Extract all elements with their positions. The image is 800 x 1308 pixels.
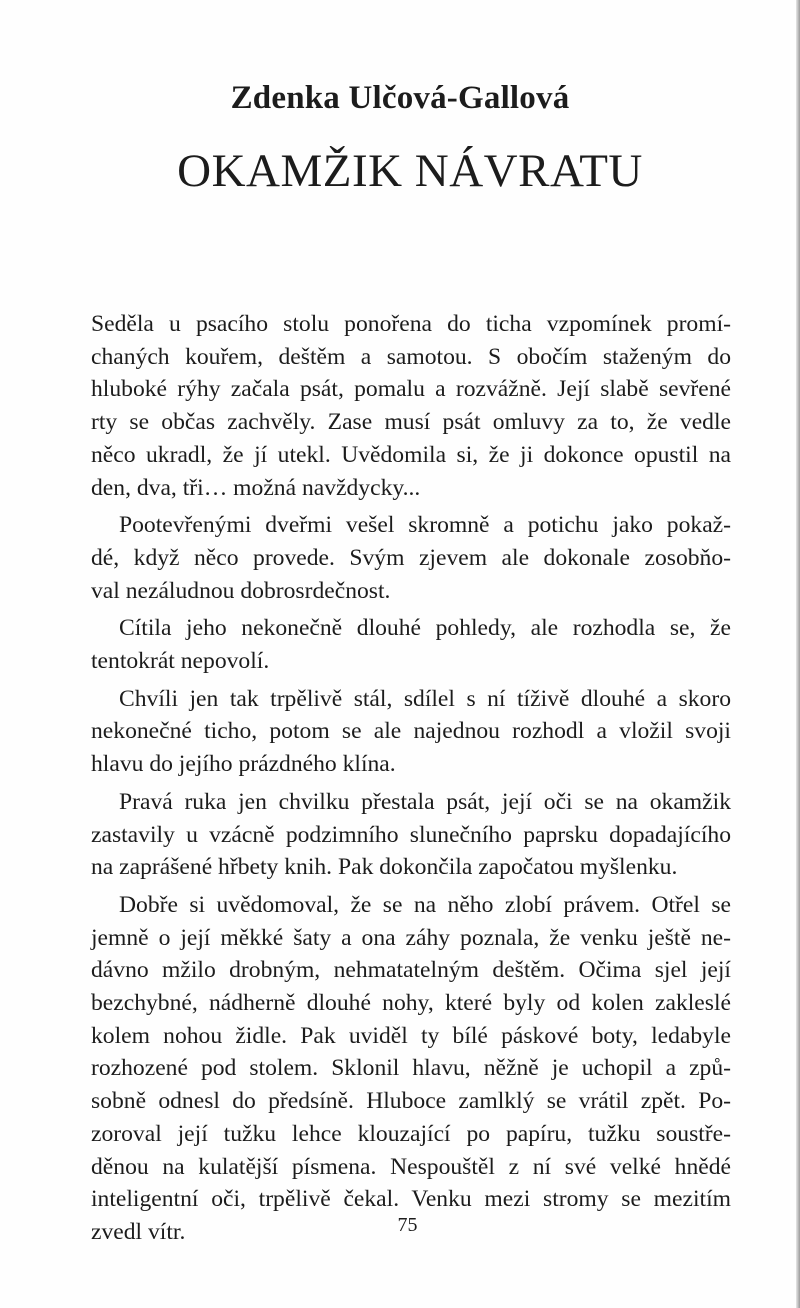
- text-line: tentokrát nepovolí.: [91, 648, 270, 675]
- text-line: hluboké rýhy začala psát, pomalu a rozvážně. Její slabě sevřené: [91, 376, 731, 403]
- paragraph: [91, 683, 731, 781]
- paragraph: [91, 509, 731, 607]
- text-line: sobně odnesl do předsíně. Hluboce zamlklý se vrátil zpět. Po-: [91, 1088, 731, 1115]
- story-title: OKAMŽIK NÁVRATU: [177, 145, 643, 197]
- text-line: val nezáludnou dobrosrdečnost.: [91, 577, 391, 604]
- text-line: rty se občas zachvěly. Zase musí psát omluvy za to, že vedle: [91, 409, 731, 436]
- text-line: Chvíli jen tak trpělivě stál, sdílel s ní tíživě dlouhé a skoro: [119, 685, 731, 712]
- page-number: 75: [397, 1214, 418, 1236]
- text-line: na zaprášené hřbety knih. Pak dokončila započatou myšlenku.: [91, 854, 678, 881]
- text-line: jemně o její měkké šaty a ona záhy poznala, že venku ještě ne-: [91, 924, 731, 951]
- author-name: Zdenka Ulčová-Gallová: [230, 80, 570, 116]
- paragraph: [91, 308, 731, 504]
- text-line: něco ukradl, že jí utekl. Uvědomila si, že ji dokonce opustil na: [91, 441, 731, 468]
- text-line: den, dva, tři… možná navždycky...: [91, 474, 421, 501]
- text-line: chaných kouřem, deštěm a samotou. S obočím staženým do: [91, 343, 731, 370]
- paragraph: [91, 612, 731, 677]
- text-line: Seděla u psacího stolu ponořena do ticha vzpomínek promí-: [91, 311, 731, 337]
- text-line: dávno mžilo drobným, nehmatatelným deštěm. Očima sjel její: [91, 957, 731, 984]
- paragraph: [91, 889, 731, 1249]
- text-line: zastavily u vzácně podzimního slunečního paprsku dopadajícího: [91, 821, 731, 848]
- text-line: dé, když něco provede. Svým zjevem ale dokonale zosobňo-: [91, 544, 731, 571]
- story-body: [91, 308, 731, 1254]
- text-line: Pravá ruka jen chvilku přestala psát, její oči se na okamžik: [119, 788, 731, 815]
- paragraph: [91, 786, 731, 884]
- text-line: zoroval její tužku lehce klouzající po papíru, tužku soustře-: [91, 1120, 731, 1147]
- text-line: kolem nohou židle. Pak uviděl ty bílé páskové boty, ledabyle: [91, 1022, 731, 1049]
- text-line: nekonečné ticho, potom se ale najednou rozhodl a vložil svoji: [91, 718, 731, 745]
- text-line: bezchybné, nádherně dlouhé nohy, které byly od kolen zakleslé: [91, 990, 731, 1017]
- text-line: rozhozené pod stolem. Sklonil hlavu, něžně je uchopil a způ-: [91, 1055, 731, 1082]
- text-line: zvedl vítr.: [91, 1218, 186, 1245]
- text-line: Pootevřenými dveřmi vešel skromně a potichu jako pokaž-: [119, 512, 731, 539]
- text-line: hlavu do jejího prázdného klína.: [91, 751, 396, 778]
- text-line: děnou na kulatější písmena. Nespouštěl z ní své velké hnědé: [91, 1153, 731, 1180]
- text-line: Cítila jeho nekonečně dlouhé pohledy, ale rozhodla se, že: [119, 615, 731, 642]
- text-line: inteligentní oči, trpělivě čekal. Venku mezi stromy se mezitím: [91, 1186, 731, 1213]
- text-line: Dobře si uvědomoval, že se na něho zlobí právem. Otřel se: [119, 891, 731, 918]
